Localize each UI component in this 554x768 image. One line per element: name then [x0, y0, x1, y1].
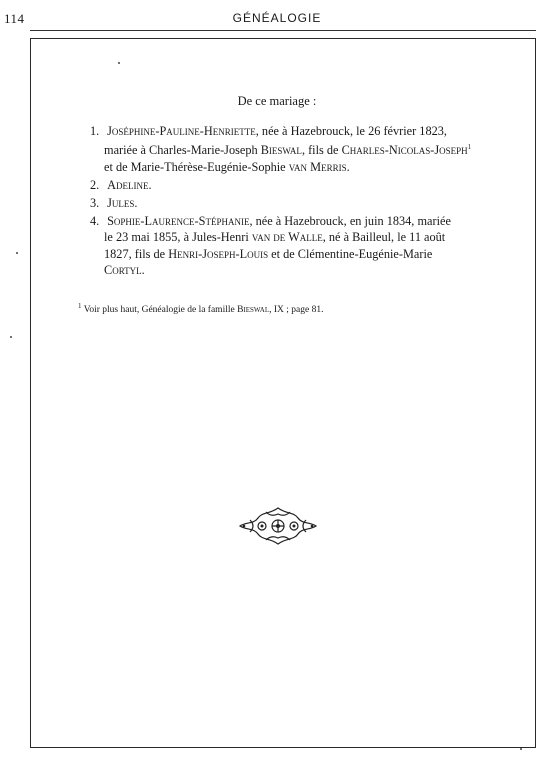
footnote-family: Bieswal	[237, 305, 270, 316]
footnote-text: Voir plus haut, Généalogie de la famille	[83, 305, 238, 316]
header-rule	[30, 30, 536, 31]
list-item	[90, 213, 486, 278]
item-text: , née à Hazebrouck, le 26 février 1823,	[255, 124, 447, 138]
print-speck	[10, 336, 12, 338]
item-continuation	[90, 262, 486, 278]
child-name: Joséphine-Pauline-Henriette	[107, 124, 256, 138]
spouse-father-name: Henri-Joseph-Louis	[168, 246, 269, 261]
running-head: GÉNÉALOGIE	[232, 11, 322, 25]
item-text: le 23 mai 1855, à Jules-Henri	[104, 230, 252, 245]
child-name: Sophie-Laurence-Stéphanie	[107, 214, 250, 229]
item-text: .	[141, 262, 145, 277]
child-name: Jules	[107, 195, 135, 210]
list-item	[90, 195, 486, 211]
item-text: , né à Bailleul, le 11 août	[322, 230, 446, 245]
item-text: 1827, fils de	[104, 246, 169, 261]
print-speck	[520, 748, 522, 750]
list-item	[90, 177, 486, 193]
item-continuation	[90, 229, 486, 245]
item-continuation	[90, 159, 486, 175]
item-text: , fils de	[301, 143, 342, 158]
item-text: .	[134, 195, 138, 210]
page-number: 114	[4, 11, 25, 26]
footnote-text: , IX ; page 81.	[269, 305, 324, 316]
item-number: 2.	[90, 177, 100, 192]
list-item	[90, 123, 486, 175]
item-number: 4.	[90, 214, 100, 229]
item-number: 1.	[90, 124, 100, 138]
children-list	[90, 123, 486, 280]
spouse-father-name: Charles-Nicolas-Joseph	[341, 143, 468, 158]
footnote-mark: 1	[467, 143, 472, 152]
spouse-name: van de Walle	[251, 230, 323, 245]
item-text: mariée à Charles-Marie-Joseph	[104, 143, 261, 158]
item-number: 3.	[90, 195, 100, 210]
child-name: Adeline	[107, 177, 149, 192]
print-speck	[118, 62, 120, 64]
footnote	[78, 302, 498, 315]
spouse-name: Bieswal	[260, 143, 302, 158]
item-text: .	[148, 177, 152, 192]
item-text: et de Clémentine-Eugénie-Marie	[268, 246, 433, 261]
item-continuation	[90, 139, 486, 158]
item-text: et de Marie-Thérèse-Eugénie-Sophie	[104, 159, 289, 174]
spouse-mother-family: van Merris	[288, 159, 347, 174]
item-text: , née à Hazebrouck, en juin 1834, mariée	[249, 214, 451, 229]
item-text: .	[346, 159, 350, 174]
spouse-mother-family: Cortyl	[104, 262, 142, 277]
footnote-mark: 1	[78, 302, 82, 310]
section-intro: De ce mariage :	[237, 94, 317, 108]
print-speck	[16, 252, 18, 254]
floral-vignette-icon	[232, 504, 324, 548]
item-continuation	[90, 246, 486, 262]
